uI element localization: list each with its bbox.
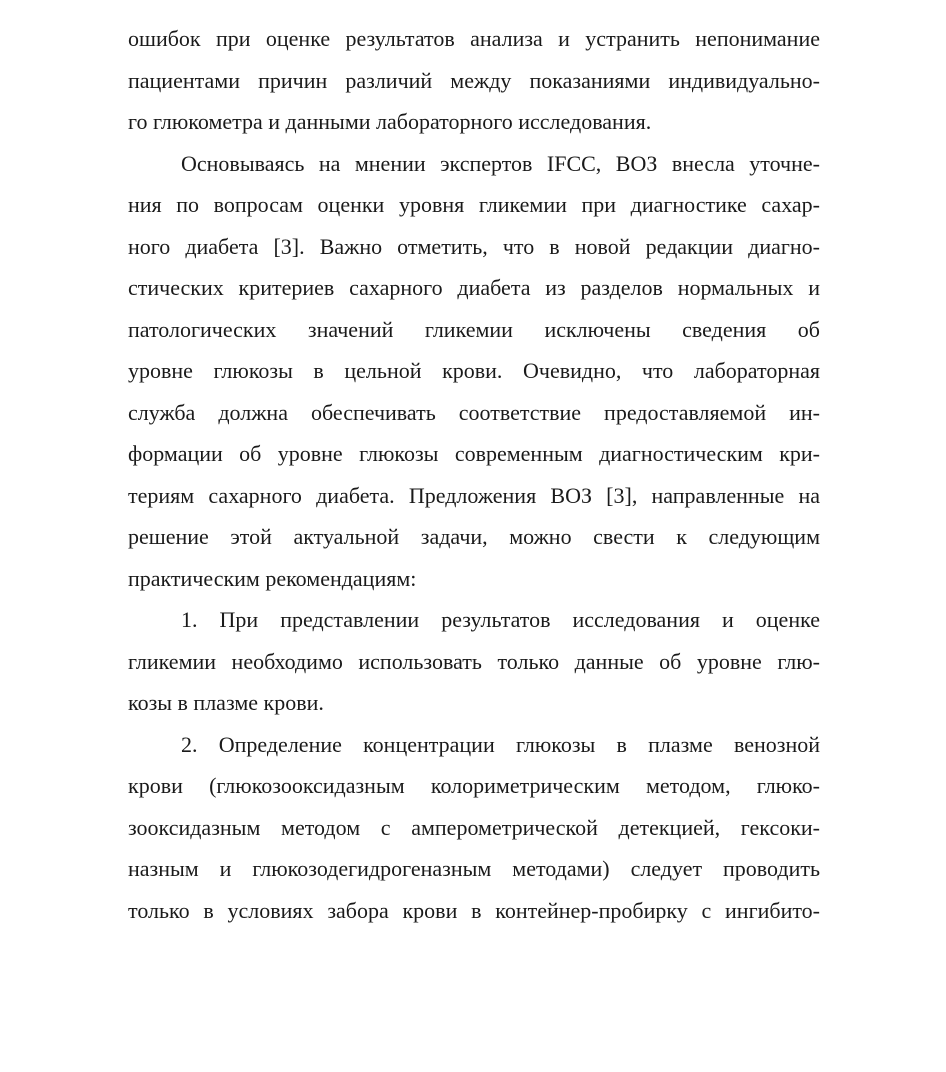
text-line: ного диабета [3]. Важно отметить, что в новой редакции диагно- <box>128 233 820 259</box>
list-item <box>128 724 820 932</box>
text-line: 2. Определение концентрации глюкозы в плазме венозной <box>181 731 820 757</box>
paragraph <box>128 143 820 600</box>
text-line: стических критериев сахарного диабета из разделов нормальных и <box>128 275 820 300</box>
text-line: формации об уровне глюкозы современным диагностическим кри- <box>128 441 820 466</box>
text-line: гликемии необходимо использовать только данные об уровне глю- <box>128 648 820 674</box>
text-line: 1. При представлении результатов исследования и оценке <box>181 607 820 632</box>
text-line: пациентами причин различий между показаниями индивидуально- <box>128 67 820 93</box>
text-line: ния по вопросам оценки уровня гликемии при диагностике сахар- <box>128 192 820 217</box>
paragraph <box>128 18 820 143</box>
text-line: крови (глюкозооксидазным колориметрическим методом, глюко- <box>128 773 820 798</box>
document-page <box>128 18 820 931</box>
text-line: назным и глюкозодегидрогеназным методами) следует проводить <box>128 856 820 881</box>
list-item <box>128 599 820 724</box>
text-line: решение этой актуальной задачи, можно свести к следующим <box>128 524 820 549</box>
text-line: уровне глюкозы в цельной крови. Очевидно, что лабораторная <box>128 358 820 383</box>
text-line: патологических значений гликемии исключены сведения об <box>128 316 820 342</box>
text-line: служба должна обеспечивать соответствие предоставляемой ин- <box>128 399 820 425</box>
text-line: зооксидазным методом с амперометрической детекцией, гексоки- <box>128 814 820 840</box>
text-line: козы в плазме крови. <box>128 690 324 715</box>
text-line: только в условиях забора крови в контейнер-пробирку с ингибито- <box>128 897 820 923</box>
text-line: ошибок при оценке результатов анализа и устранить непонимание <box>128 26 820 51</box>
text-line: Основываясь на мнении экспертов IFCC, ВОЗ внесла уточне- <box>181 150 820 176</box>
text-line: практическим рекомендациям: <box>128 565 417 591</box>
text-line: го глюкометра и данными лабораторного исследования. <box>128 109 652 134</box>
text-line: териям сахарного диабета. Предложения ВОЗ [3], направленные на <box>128 482 820 508</box>
